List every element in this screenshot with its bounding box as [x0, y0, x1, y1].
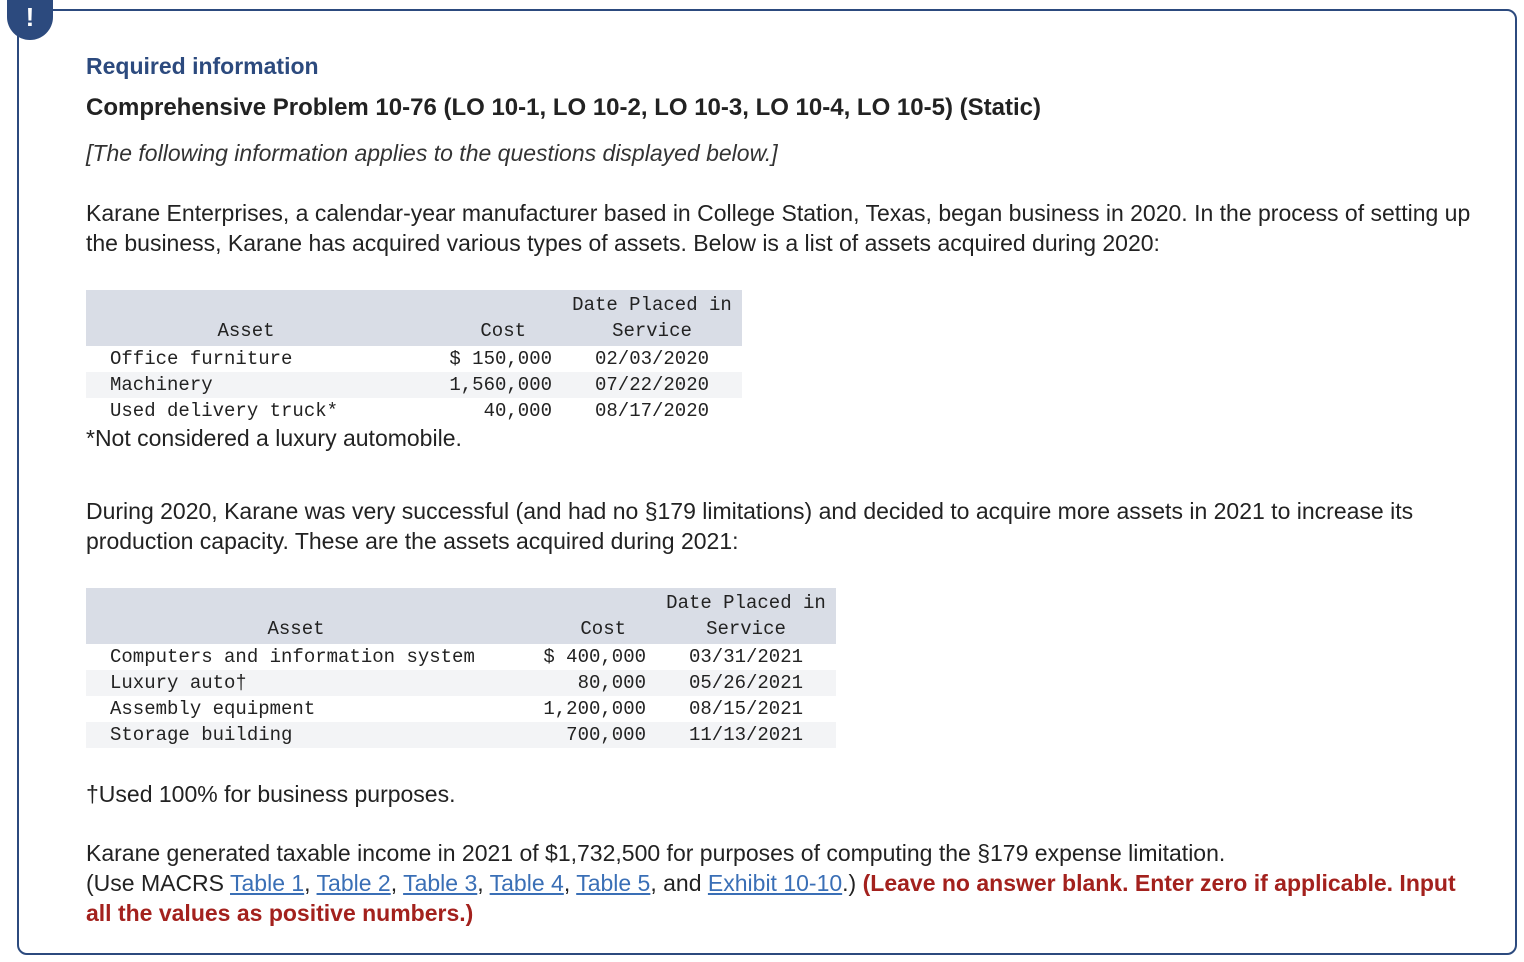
col-asset: Asset: [86, 588, 506, 644]
footnote-2021: †Used 100% for business purposes.: [86, 781, 456, 807]
table-row: Assembly equipment 1,200,000 08/15/2021: [110, 698, 804, 720]
paragraph-taxable-income: Karane generated taxable income in 2021 of $1,732,500 for purposes of computing the §179 expense limitation. (Use MACRS Table 1, Table 2, Table 3, Table 4, Table 5, and Exhibit 10-10.) (Leave no answer blank. Enter zero if applicable. Input all the values as positive numbers.): [86, 840, 1456, 926]
link-exhibit-10-10[interactable]: Exhibit 10-10: [707, 870, 843, 896]
assets-2020-table: [86, 290, 742, 424]
table-row: Machinery 1,560,000 07/22/2020: [86, 372, 742, 398]
intro-note: [The following information applies to the questions displayed below.]: [86, 140, 778, 166]
paragraph-2020: Karane Enterprises, a calendar-year manufacturer based in College Station, Texas, began business in 2020. In the process of setting up the business, Karane has acquired various types of assets. Below is a list of assets acquired during 2020:: [86, 200, 1471, 256]
col-cost: Cost: [406, 290, 562, 346]
instruction-warning: (Leave no answer blank. Enter zero if applicable. Input all the values as positive numbers.): [86, 870, 1456, 926]
col-date: Date Placed in Service: [656, 588, 836, 644]
col-cost: Cost: [506, 588, 656, 644]
footnote-2020: *Not considered a luxury automobile.: [86, 425, 462, 451]
link-table-4[interactable]: Table 4: [489, 870, 564, 896]
link-table-3[interactable]: Table 3: [403, 870, 478, 896]
alert-icon: !: [7, 0, 53, 40]
required-info-title: Required information: [86, 53, 319, 79]
table-row: Storage building 700,000 11/13/2021: [86, 722, 836, 748]
assets-2021-table: [86, 588, 836, 748]
link-table-2[interactable]: Table 2: [316, 870, 391, 896]
link-table-1[interactable]: Table 1: [230, 870, 305, 896]
table-row: Used delivery truck* 40,000 08/17/2020: [110, 400, 710, 422]
content: [86, 48, 1476, 928]
paragraph-2021: During 2020, Karane was very successful (and had no §179 limitations) and decided to acquire more assets in 2021 to increase its production capacity. These are the assets acquired during 2021:: [86, 498, 1414, 554]
table-row: Computers and information system $ 400,000 03/31/2021: [110, 646, 804, 668]
link-table-5[interactable]: Table 5: [576, 870, 651, 896]
table-row: Luxury auto† 80,000 05/26/2021: [86, 670, 836, 696]
table-row: Office furniture $ 150,000 02/03/2020: [110, 348, 710, 370]
col-asset: Asset: [86, 290, 406, 346]
col-date: Date Placed in Service: [562, 290, 742, 346]
problem-title: Comprehensive Problem 10-76 (LO 10-1, LO 10-2, LO 10-3, LO 10-4, LO 10-5) (Static): [86, 94, 1041, 121]
